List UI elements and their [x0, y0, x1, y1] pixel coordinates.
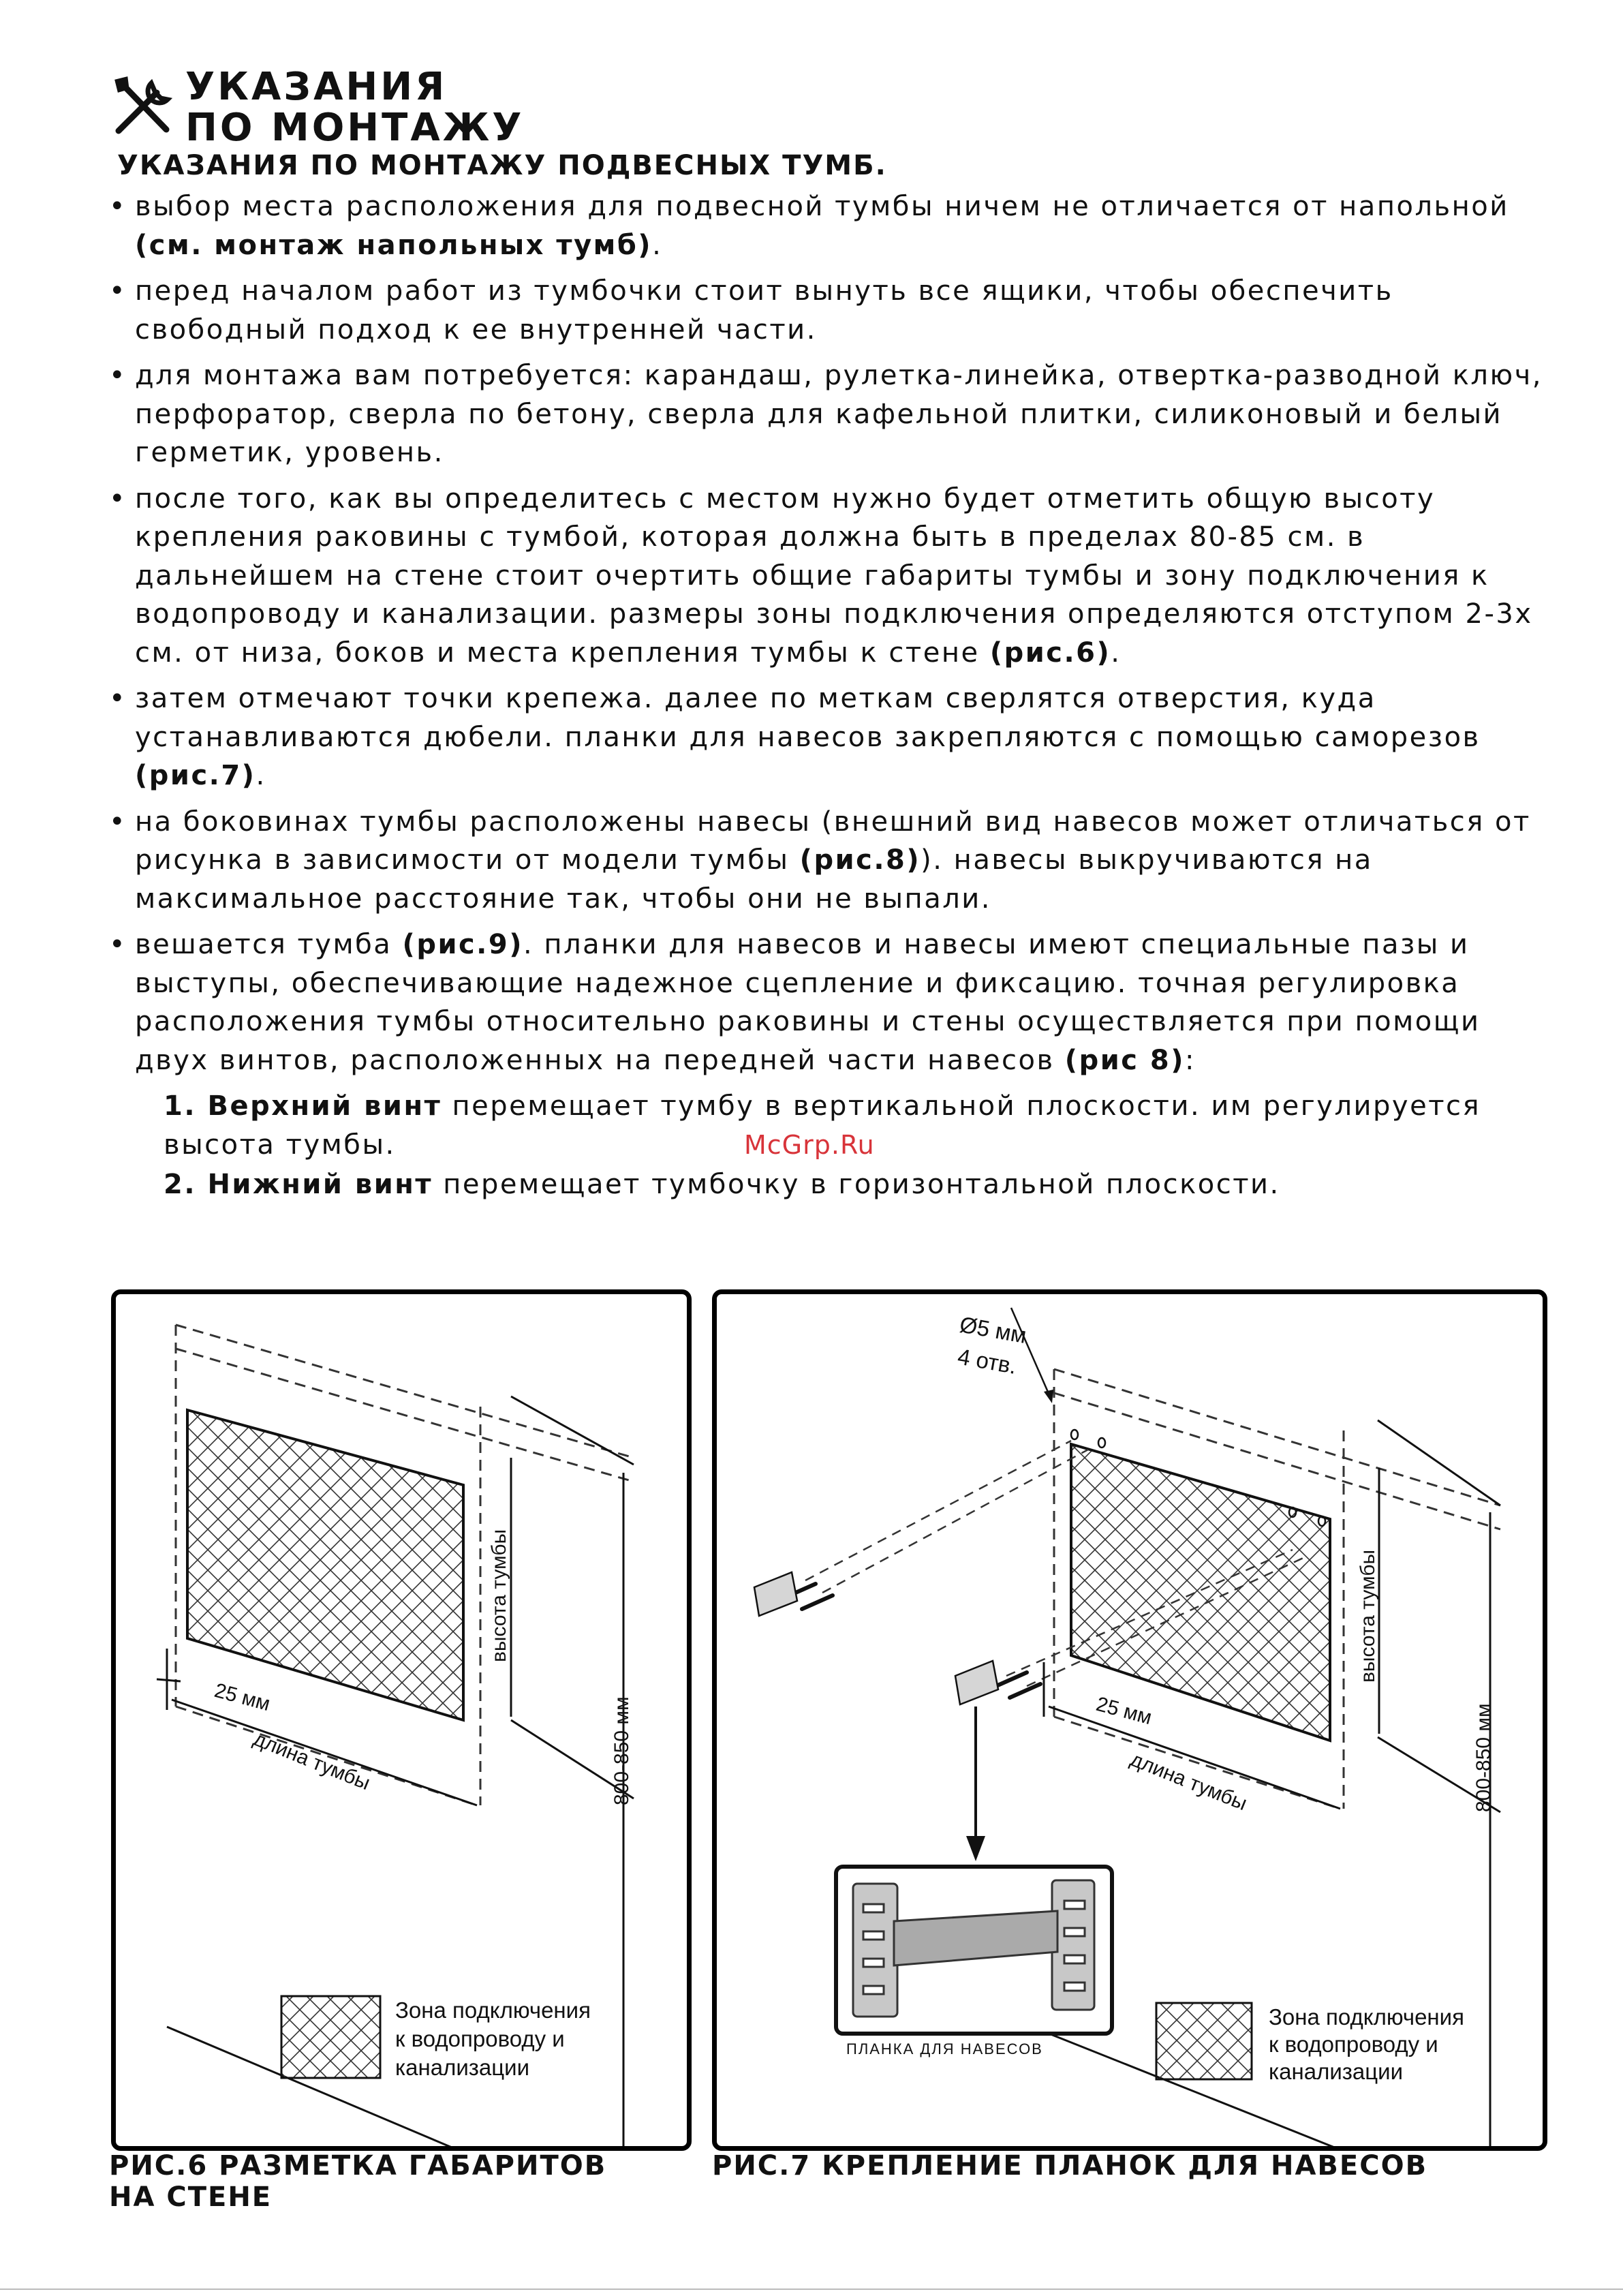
bullet-ref: (рис.8) [799, 844, 921, 876]
caption-line: НА СТЕНЕ [109, 2182, 273, 2213]
dim-height-label: высота тумбы [488, 1529, 510, 1662]
bracket-right [955, 1661, 998, 1704]
bullet-item [109, 803, 1547, 919]
legend-swatch [281, 1996, 380, 2078]
caption-line: РИС.6 РАЗМЕТКА ГАБАРИТОВ [109, 2150, 607, 2182]
legend-line: к водопроводу и [395, 2026, 565, 2051]
hole-diameter-label: Ø5 мм [957, 1311, 1029, 1349]
bullet-text: перед началом работ из тумбочки стоит вынуть все ящики, чтобы обеспечить свободный подход к ее внутренней части. [135, 275, 1393, 346]
bullet-item [109, 679, 1547, 795]
figure-7-diagram [717, 1294, 1543, 2146]
bullet-tail: . [256, 760, 266, 791]
bullet-text: для монтажа вам потребуется: карандаш, рулетка-линейка, отвертка-разводной ключ, перфоратор, сверла по бетону, сверла для кафельной плитки, силиконовый и белый герметик, уровень. [135, 360, 1543, 468]
tools-icon [109, 75, 177, 140]
dim-offset-label: 25 мм [212, 1679, 273, 1716]
legend-line: Зона подключения [1269, 2004, 1464, 2030]
bullet-tail: ). навесы выкручиваются на максимальное расстояние так, чтобы они не выпали. [135, 844, 1373, 915]
bullet-item [109, 480, 1547, 673]
bracket-left [754, 1572, 797, 1616]
bullet-ref: (рис.6) [989, 637, 1111, 669]
bullet-item [109, 925, 1547, 1080]
figure-7-caption: РИС.7 КРЕПЛЕНИЕ ПЛАНОК ДЛЯ НАВЕСОВ [712, 2150, 1428, 2182]
bullet-tail: . [1111, 637, 1122, 669]
legend-line: Зона подключения [395, 1997, 591, 2023]
inset-label: планка для навесов [846, 2040, 1043, 2057]
numbered-item [109, 1165, 1547, 1204]
bullet-text: после того, как вы определитесь с местом нужно будет отметить общую высоту крепления раковины с тумбой, которая должна быть в пределах 80-85 см. в дальнейшем на стене стоит очертить общие габариты тумбы и зону подключения к водопроводу и канализации. размеры зоны подключения определяются отступом 2-3х см. от низа, боков и места крепления тумбы к стене [135, 483, 1533, 669]
bullet-text: . планки для навесов и навесы имеют специальные пазы и выступы, обеспечивающие надежное сцепление и фиксацию. точная регулировка расположения тумбы относительно раковины и стены осуществляется при помощи двух винтов, расположенных на передней части навесов [135, 929, 1481, 1076]
bottom-rule [0, 2289, 1623, 2290]
legend-line: канализации [1269, 2059, 1404, 2084]
bullet-tail: : [1185, 1044, 1196, 1076]
screw-group-right [996, 1672, 1040, 1698]
dim-length-label: длина тумбы [250, 1727, 373, 1795]
bullet-text: вешается тумба [135, 929, 403, 960]
bullet-text: затем отмечают точки крепежа. далее по меткам сверлятся отверстия, куда устанавливаются дюбели. планки для навесов закрепляются с помощью саморезов [135, 683, 1481, 753]
instructions-body [109, 187, 1547, 1206]
numbered-lead: 2. Нижний винт [164, 1169, 433, 1200]
numbered-lead: 1. Верхний винт [164, 1090, 442, 1122]
dim-length-label: длина тумбы [1127, 1747, 1250, 1816]
bullet-ref: (см. монтаж напольных тумб) [135, 229, 653, 261]
figure-6-frame [111, 1289, 692, 2151]
dim-height-label: высота тумбы [1357, 1549, 1379, 1683]
bullet-item [109, 272, 1547, 349]
watermark: McGrp.Ru [744, 1130, 875, 1160]
numbered-text: перемещает тумбу в вертикальной плоскости. им регулируется высота тумбы. [164, 1090, 1481, 1161]
section-subtitle: УКАЗАНИЯ ПО МОНТАЖУ ПОДВЕСНЫХ ТУМБ. [117, 150, 887, 181]
bullet-ref: (рис 8) [1064, 1044, 1185, 1076]
dim-total-label: 800-850 мм [1472, 1703, 1495, 1812]
bullet-ref: (рис.9) [402, 929, 523, 960]
bullet-text: на боковинах тумбы расположены навесы (внешний вид навесов может отличаться от рисунка в зависимости от модели тумбы [135, 806, 1531, 876]
dim-offset-label: 25 мм [1094, 1692, 1154, 1730]
bullet-item [109, 187, 1547, 264]
bullet-ref: (рис.7) [135, 760, 256, 791]
page-title-line1: УКАЗАНИЯ [185, 65, 448, 109]
page-title [185, 67, 524, 149]
legend-line: к водопроводу и [1269, 2032, 1438, 2057]
legend-swatch [1156, 2003, 1252, 2079]
page-title-line2: ПО МОНТАЖУ [185, 106, 525, 150]
legend-line: канализации [395, 2055, 530, 2080]
figure-6-caption [109, 2150, 606, 2213]
figure-7-frame [712, 1289, 1547, 2151]
numbered-text: перемещает тумбочку в горизонтальной плоскости. [433, 1169, 1280, 1200]
bullet-item [109, 356, 1547, 472]
bullet-tail: . [652, 229, 663, 261]
figure-6-diagram [116, 1294, 687, 2146]
bullet-text: выбор места расположения для подвесной тумбы ничем не отличается от напольной [135, 191, 1509, 222]
dim-total-label: 800-850 мм [610, 1696, 633, 1805]
connection-zone [187, 1410, 463, 1720]
hole-count-label: 4 отв. [955, 1343, 1019, 1379]
